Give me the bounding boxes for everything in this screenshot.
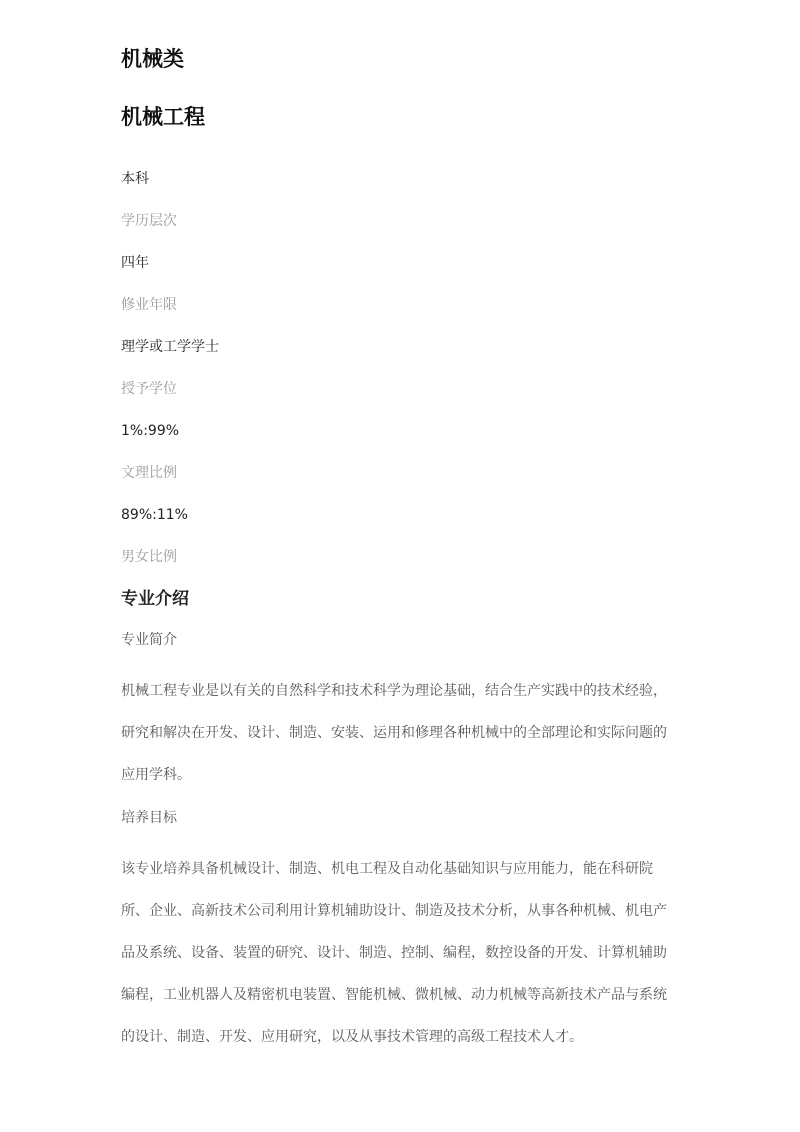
goal-line: 该专业培养具备机械设计、制造、机电工程及自动化基础知识与应用能力，能在科研院	[121, 861, 653, 877]
education-level-label: 学历层次	[121, 213, 177, 229]
education-level-value: 本科	[121, 171, 149, 187]
degree-value: 理学或工学学士	[121, 339, 219, 355]
intro-section-title: 专业介绍	[121, 589, 189, 609]
goal-line: 的设计、制造、开发、应用研究，以及从事技术管理的高级工程技术人才。	[121, 1029, 583, 1045]
degree-label: 授予学位	[121, 381, 177, 397]
category-title: 机械类	[121, 47, 184, 71]
overview-heading: 专业简介	[121, 632, 177, 648]
gender-ratio-label: 男女比例	[121, 549, 177, 565]
goal-line: 编程，工业机器人及精密机电装置、智能机械、微机械、动力机械等高新技术产品与系统	[121, 987, 667, 1003]
arts-science-ratio-value: 1%:99%	[121, 423, 180, 439]
goal-paragraph	[121, 848, 681, 1058]
study-duration-value: 四年	[121, 255, 149, 271]
overview-line: 应用学科。	[121, 767, 191, 783]
study-duration-label: 修业年限	[121, 297, 177, 313]
arts-science-ratio-label: 文理比例	[121, 465, 177, 481]
overview-line: 机械工程专业是以有关的自然科学和技术科学为理论基础，结合生产实践中的技术经验，	[121, 683, 667, 699]
gender-ratio-value: 89%:11%	[121, 507, 188, 523]
overview-paragraph	[121, 670, 681, 796]
major-title: 机械工程	[121, 105, 205, 129]
goal-line: 品及系统、设备、装置的研究、设计、制造、控制、编程，数控设备的开发、计算机辅助	[121, 945, 667, 961]
goal-line: 所、企业、高新技术公司利用计算机辅助设计、制造及技术分析，从事各种机械、机电产	[121, 903, 667, 919]
overview-line: 研究和解决在开发、设计、制造、安装、运用和修理各种机械中的全部理论和实际问题的	[121, 725, 667, 741]
goal-heading: 培养目标	[121, 810, 177, 826]
